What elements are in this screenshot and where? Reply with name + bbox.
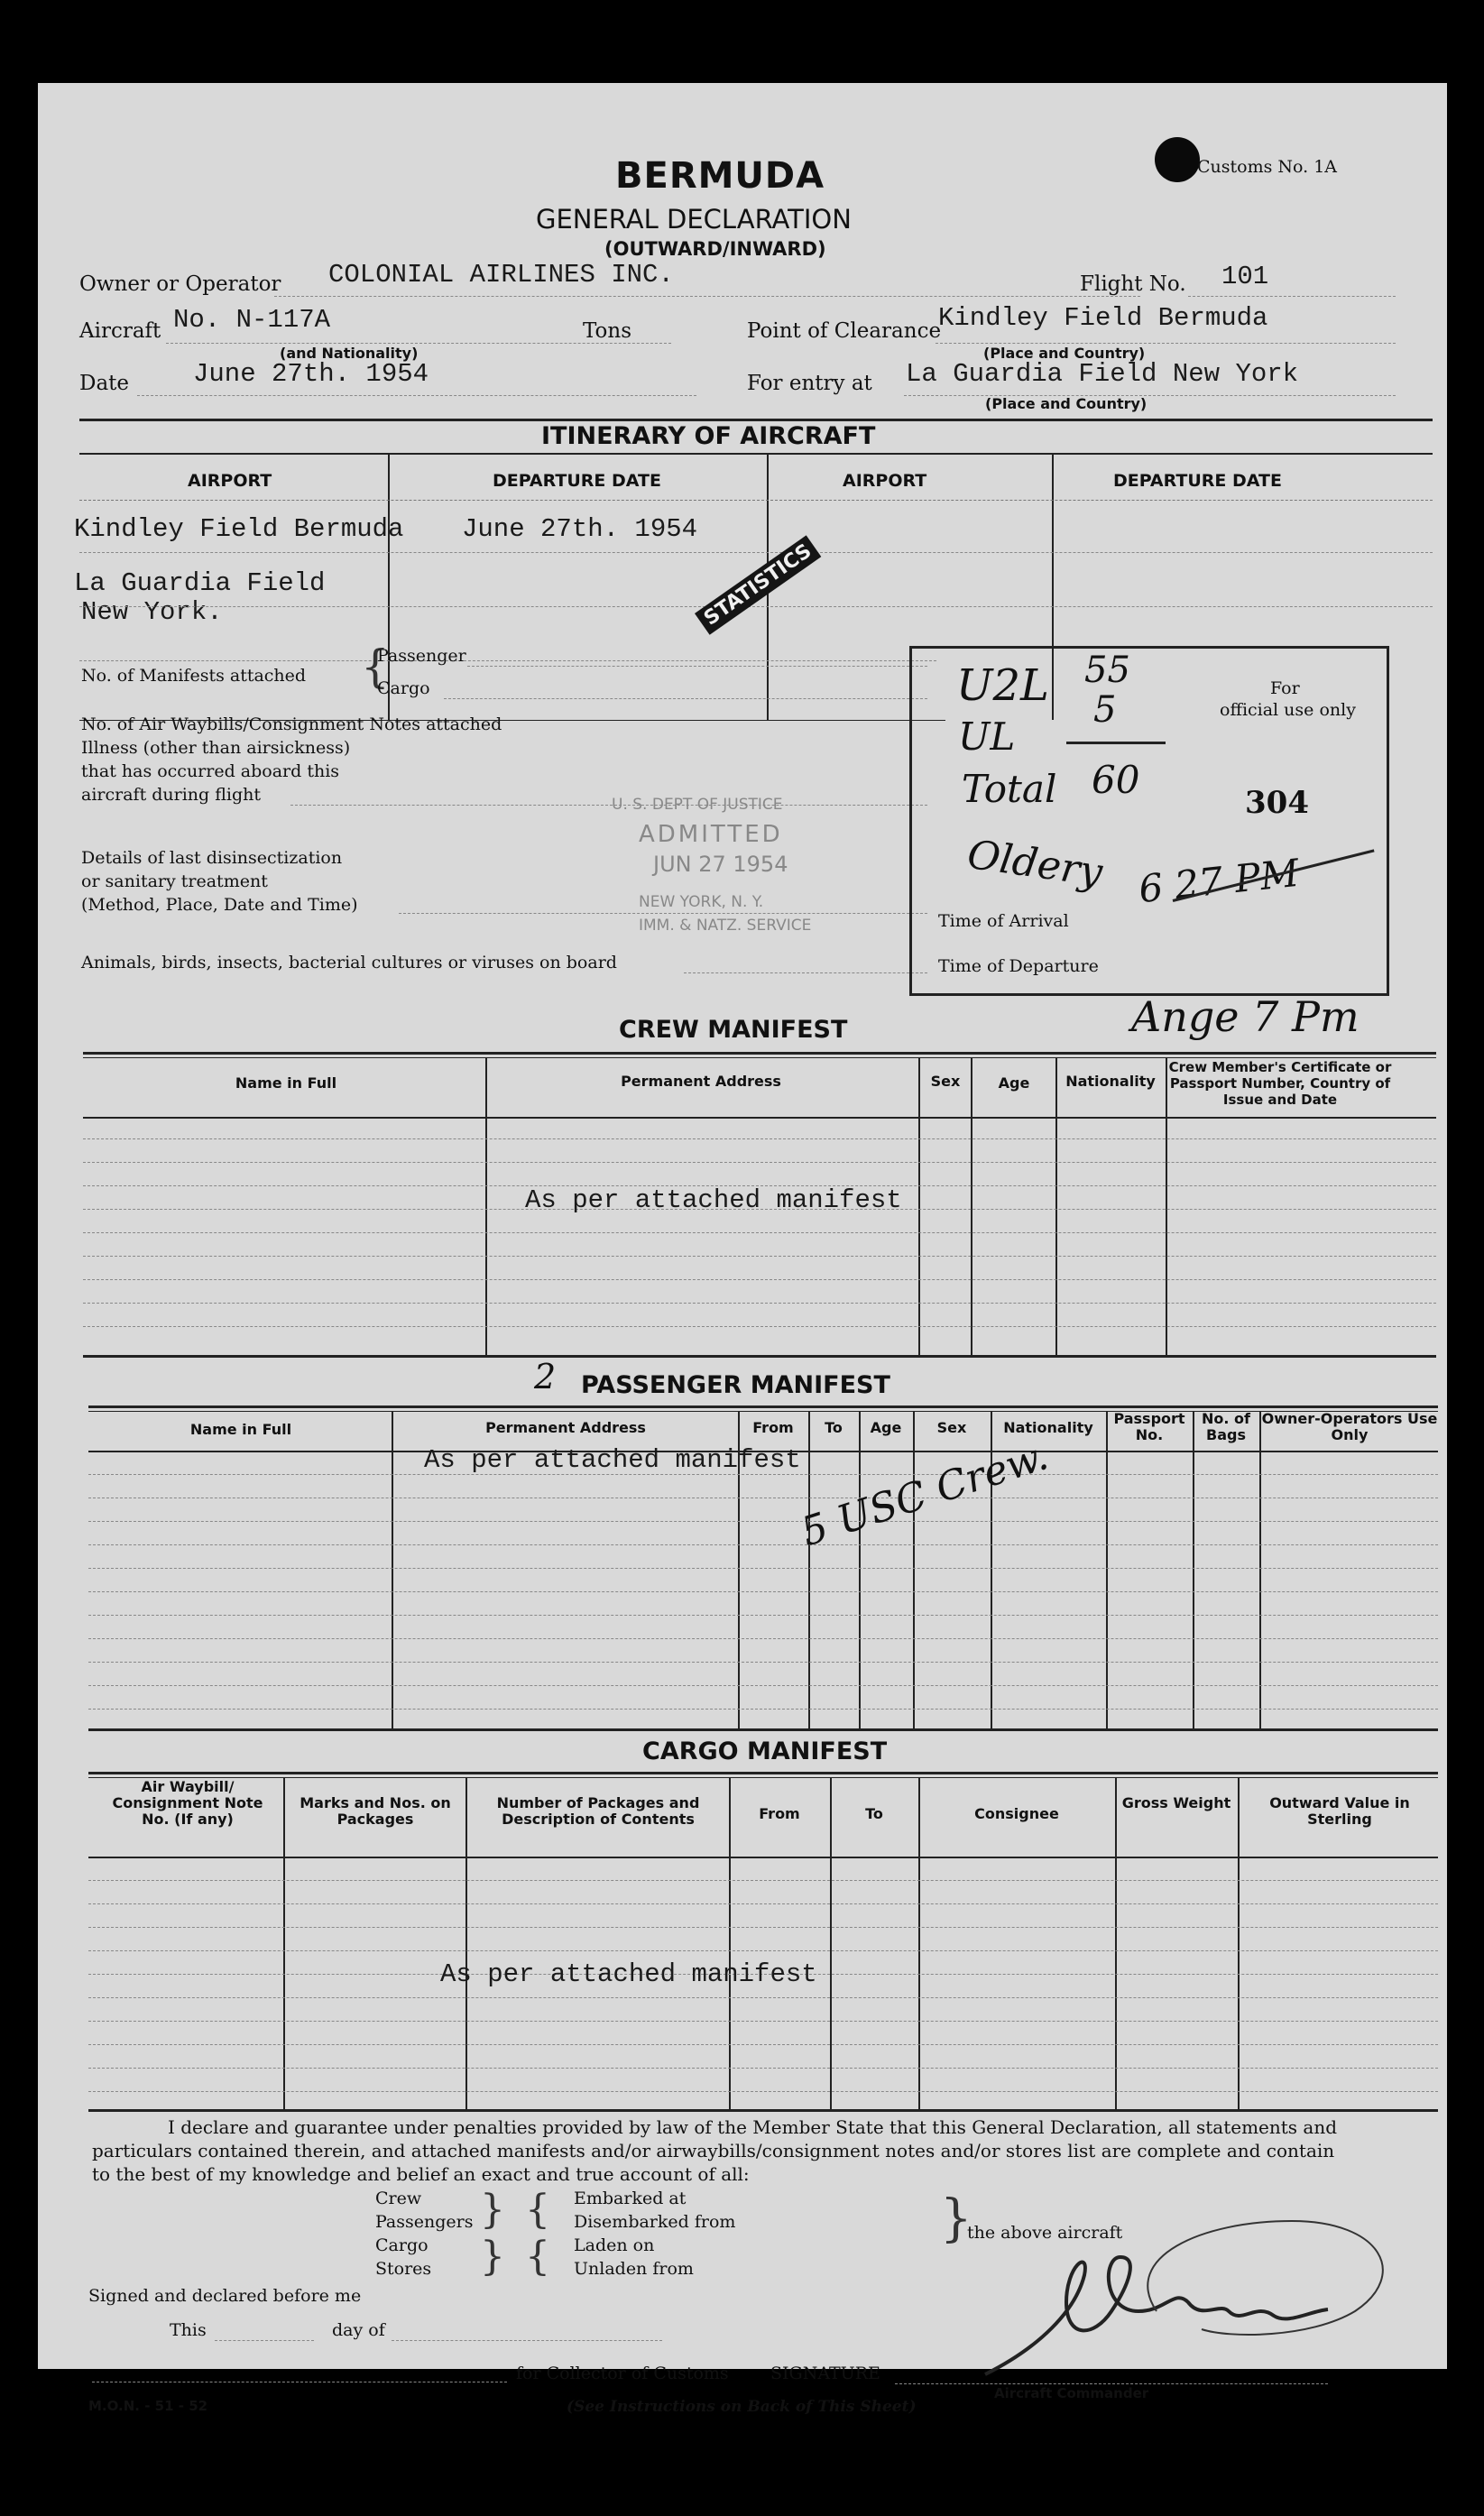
cargo-v7 (1238, 1777, 1240, 2109)
itin-col-airport-2: AIRPORT (843, 471, 927, 491)
passenger-title: PASSENGER MANIFEST (581, 1371, 890, 1399)
decl-disembarked: Disembarked from (574, 2212, 736, 2232)
aircraft-value: No. N-117A (173, 305, 331, 335)
crew-col-name: Name in Full (235, 1074, 337, 1092)
pax-col-owner: Owner-Operators Use Only (1261, 1410, 1438, 1443)
decl-stores: Stores (375, 2259, 432, 2279)
pax-col-age: Age (870, 1419, 902, 1436)
itin-row1-airport: Kindley Field Bermuda (74, 514, 404, 544)
owner-label: Owner or Operator (79, 272, 281, 296)
cargo-v2 (465, 1777, 467, 2109)
customs-no: Customs No. 1A (1197, 157, 1338, 177)
aircraft-sub: (and Nationality) (280, 345, 419, 362)
crew-v4 (1055, 1057, 1057, 1355)
cargo-col-from: From (759, 1805, 800, 1822)
decl-collector: for Collector of Customs (516, 2364, 729, 2383)
clearance-label: Point of Clearance (747, 319, 942, 343)
decl-this: This (170, 2320, 207, 2340)
cargo-col-to: To (865, 1805, 883, 1822)
itinerary-top-rule (79, 419, 1433, 421)
hw-u2l-value: 55 (1084, 650, 1130, 691)
declaration-line-1: I declare and guarantee under penalties provided by law of the Member State that this General Declaration, all statements and (168, 2116, 1338, 2138)
clearance-value: Kindley Field Bermuda (938, 303, 1268, 333)
official-number: 304 (1245, 785, 1309, 821)
country-title: BERMUDA (615, 155, 825, 197)
decl-cargo: Cargo (375, 2235, 429, 2255)
cargo-col-weight: Gross Weight (1121, 1794, 1231, 1811)
crew-bottom-rule (83, 1355, 1436, 1358)
pax-v7 (1106, 1411, 1108, 1728)
decl-day-of: day of (332, 2320, 385, 2340)
owner-line (274, 296, 1140, 297)
cargo-dash-2 (88, 1903, 1438, 1904)
decl-brace-1: } (480, 2187, 505, 2233)
admitted-stamp-1: U. S. DEPT OF JUSTICE (612, 796, 783, 814)
declaration-sheet (38, 83, 1447, 2416)
itin-row-rule (79, 500, 1433, 501)
pax-col-passport: Passport No. (1113, 1410, 1185, 1443)
itinerary-title: ITINERARY OF AIRCRAFT (541, 422, 876, 450)
time-departure-label: Time of Departure (938, 956, 1099, 976)
pax-v1 (392, 1411, 393, 1728)
passenger-bottom-rule (88, 1728, 1438, 1731)
crew-v1 (485, 1057, 487, 1355)
decl-signature-line (895, 2383, 1328, 2384)
itin-col-date-2: DEPARTURE DATE (1113, 471, 1282, 491)
cargo-col-value: Outward Value in Sterling (1269, 1794, 1410, 1828)
crew-col-age: Age (998, 1074, 1030, 1092)
manifests-brace: { (361, 641, 390, 693)
crew-top-rule-2 (83, 1057, 1436, 1058)
decl-brace-3: } (480, 2234, 505, 2280)
passenger-line (467, 666, 927, 667)
clearance-line (936, 343, 1396, 344)
decl-this-line (215, 2340, 314, 2341)
cargo-dash-9 (88, 2068, 1438, 2069)
crew-dash-8 (83, 1303, 1436, 1304)
flight-line (1188, 296, 1396, 297)
admitted-stamp-5: IMM. & NATZ. SERVICE (639, 917, 812, 935)
flight-label: Flight No. (1080, 272, 1186, 296)
passenger-top-rule (88, 1405, 1438, 1408)
pax-dash-3 (88, 1521, 1438, 1522)
pax-dash-7 (88, 1615, 1438, 1616)
official-label-1: For (1270, 678, 1300, 698)
pax-dash-4 (88, 1544, 1438, 1545)
hw-ul-value: 5 (1093, 689, 1117, 731)
owner-value: COLONIAL AIRLINES INC. (328, 260, 674, 290)
pax-dash-11 (88, 1709, 1438, 1710)
cargo-col-waybill: Air Waybill/ Consignment Note No. (If any) (112, 1778, 263, 1828)
official-label-2: official use only (1220, 700, 1356, 720)
cargo-v5 (918, 1777, 920, 2109)
decl-above-aircraft: the above aircraft (967, 2223, 1123, 2243)
illness-line (290, 805, 927, 806)
itin-row2-airport-a: La Guardia Field (74, 568, 326, 598)
hw-signature-initials: Oldery (964, 831, 1106, 897)
hw-total-value: 60 (1092, 758, 1140, 802)
disinfect-2: or sanitary treatment (81, 871, 268, 891)
crew-dash-2 (83, 1162, 1436, 1163)
crew-col-sex: Sex (930, 1073, 961, 1090)
entry-sub: (Place and Country) (985, 395, 1148, 412)
crew-note: As per attached manifest (525, 1185, 902, 1215)
decl-brace-4: { (525, 2234, 550, 2280)
decl-embarked: Embarked at (574, 2189, 687, 2208)
aircraft-line (166, 343, 671, 344)
pax-col-from: From (752, 1419, 794, 1436)
cargo-dash-6 (88, 1997, 1438, 1998)
pax-v8 (1193, 1411, 1194, 1728)
pax-col-name: Name in Full (189, 1421, 292, 1438)
itin-dash-2 (79, 606, 1433, 607)
pax-v9 (1259, 1411, 1261, 1728)
cargo-v6 (1115, 1777, 1117, 2109)
decl-brace-5: } (940, 2189, 972, 2248)
itin-col-date-1: DEPARTURE DATE (493, 471, 661, 491)
cargo-v1 (283, 1777, 285, 2109)
declaration-line-3: to the best of my knowledge and belief an exact and true account of all: (92, 2163, 750, 2185)
declaration-line-2: particulars contained therein, and attached manifests and/or airwaybills/consignment notes and/or stores list are complete and contain (92, 2140, 1335, 2161)
waybills-label: No. of Air Waybills/Consignment Notes attached (81, 714, 502, 734)
decl-commander: Aircraft Commander (994, 2385, 1149, 2401)
hw-ul: UL (958, 714, 1016, 759)
hw-total: Total (962, 767, 1057, 811)
crew-col-nationality: Nationality (1065, 1073, 1156, 1090)
punch-hole-right (1155, 137, 1200, 182)
admitted-stamp-3: JUN 27 1954 (653, 852, 788, 877)
commander-signature-graphic (931, 2203, 1400, 2383)
crew-col-address: Permanent Address (621, 1073, 781, 1090)
pax-v3 (808, 1411, 810, 1728)
illness-2: that has occurred aboard this (81, 761, 340, 781)
crew-header-rule (83, 1117, 1436, 1119)
illness-1: Illness (other than airsickness) (81, 738, 351, 758)
itin-dash-3 (79, 660, 936, 661)
cargo-v4 (830, 1777, 832, 2109)
hw-arrival-time: 6 27 PM (1136, 850, 1302, 912)
decl-signature-label: SIGNATURE (770, 2364, 880, 2383)
aircraft-label: Aircraft (79, 319, 161, 343)
manifests-cargo: Cargo (377, 678, 430, 698)
pax-v5 (913, 1411, 915, 1728)
flight-value: 101 (1221, 262, 1269, 291)
crew-v2 (918, 1057, 920, 1355)
entry-label: For entry at (747, 372, 872, 395)
cargo-dash-1 (88, 1880, 1438, 1881)
illness-3: aircraft during flight (81, 785, 262, 805)
cargo-top-rule (88, 1772, 1438, 1774)
disinfect-3: (Method, Place, Date and Time) (81, 895, 358, 915)
statistics-stamp: STATISTICS (695, 535, 821, 634)
decl-signed: Signed and declared before me (88, 2286, 362, 2306)
cargo-col-packages: Number of Packages and Description of Contents (496, 1794, 700, 1828)
date-value: June 27th. 1954 (193, 359, 429, 389)
pax-col-sex: Sex (936, 1419, 967, 1436)
crew-dash-6 (83, 1256, 1436, 1257)
entry-line (904, 395, 1396, 396)
crew-col-cert: Crew Member's Certificate or Passport Number, Country of Issue and Date (1168, 1059, 1392, 1108)
itin-row1-date: June 27th. 1954 (462, 514, 698, 544)
clearance-sub: (Place and Country) (983, 345, 1146, 362)
cargo-dash-10 (88, 2091, 1438, 2092)
manifests-passenger: Passenger (377, 646, 466, 666)
animals-line (684, 972, 927, 973)
disinfect-1: Details of last disinsectization (81, 848, 343, 868)
decl-passengers: Passengers (375, 2212, 474, 2232)
form-subtitle: (OUTWARD/INWARD) (604, 238, 826, 260)
decl-day-line (392, 2340, 662, 2341)
cargo-dash-7 (88, 2021, 1438, 2022)
cargo-line (444, 698, 927, 699)
admitted-stamp-2: ADMITTED (639, 821, 783, 848)
hw-departure-time: Ange 7 Pm (1131, 992, 1360, 1041)
form-instructions: (See Instructions on Back of This Sheet) (567, 2398, 917, 2416)
cargo-title: CARGO MANIFEST (642, 1737, 888, 1765)
pax-dash-5 (88, 1568, 1438, 1569)
pax-dash-8 (88, 1638, 1438, 1639)
itin-dash-1 (79, 552, 1433, 553)
entry-value: La Guardia Field New York (906, 359, 1299, 389)
crew-dash-1 (83, 1138, 1436, 1139)
cargo-top-rule-2 (88, 1777, 1438, 1778)
hw-u2l: U2L (956, 660, 1049, 711)
cargo-dash-3 (88, 1927, 1438, 1928)
decl-brace-2: { (525, 2187, 550, 2233)
crew-dash-7 (83, 1279, 1436, 1280)
pax-col-address: Permanent Address (485, 1419, 646, 1436)
cargo-dash-8 (88, 2044, 1438, 2045)
cargo-col-consignee: Consignee (974, 1805, 1059, 1822)
itin-row2-airport-b: New York. (81, 597, 223, 627)
date-line (137, 395, 696, 396)
cargo-v3 (729, 1777, 731, 2109)
pax-dash-10 (88, 1685, 1438, 1686)
form-title: GENERAL DECLARATION (536, 204, 852, 235)
manifests-label: No. of Manifests attached (81, 666, 307, 686)
itinerary-header-rule (79, 453, 1433, 455)
pax-dash-6 (88, 1591, 1438, 1592)
pax-col-nationality: Nationality (1003, 1419, 1093, 1436)
passenger-hw-prefix: 2 (534, 1357, 557, 1396)
crew-dash-9 (83, 1326, 1436, 1327)
hw-sum-line (1066, 742, 1166, 744)
admitted-stamp-4: NEW YORK, N. Y. (639, 893, 764, 911)
crew-dash-5 (83, 1232, 1436, 1233)
time-arrival-label: Time of Arrival (938, 911, 1069, 931)
crew-v3 (971, 1057, 972, 1355)
cargo-header-rule (88, 1857, 1438, 1858)
pax-col-bags: No. of Bags (1202, 1410, 1250, 1443)
animals-label: Animals, birds, insects, bacterial cultures or viruses on board (81, 953, 617, 972)
crew-title: CREW MANIFEST (619, 1016, 848, 1044)
disinfect-line (399, 913, 927, 914)
pax-v4 (859, 1411, 861, 1728)
cargo-col-marks: Marks and Nos. on Packages (300, 1794, 451, 1828)
cargo-bottom-rule (88, 2109, 1438, 2112)
cargo-note: As per attached manifest (440, 1959, 817, 1989)
form-number: M.O.N. - 51 - 52 (88, 2398, 208, 2414)
decl-crew: Crew (375, 2189, 422, 2208)
crew-top-rule (83, 1052, 1436, 1055)
decl-laden: Laden on (574, 2235, 655, 2255)
pax-col-to: To (825, 1419, 843, 1436)
passenger-hw-note: 5 USC Crew. (796, 1433, 1054, 1556)
tons-label: Tons (583, 319, 632, 343)
itin-col-airport-1: AIRPORT (188, 471, 272, 491)
cargo-dash-4 (88, 1950, 1438, 1951)
passenger-note: As per attached manifest (424, 1445, 801, 1475)
decl-unladen: Unladen from (574, 2259, 694, 2279)
date-label: Date (79, 372, 130, 395)
pax-dash-9 (88, 1662, 1438, 1663)
